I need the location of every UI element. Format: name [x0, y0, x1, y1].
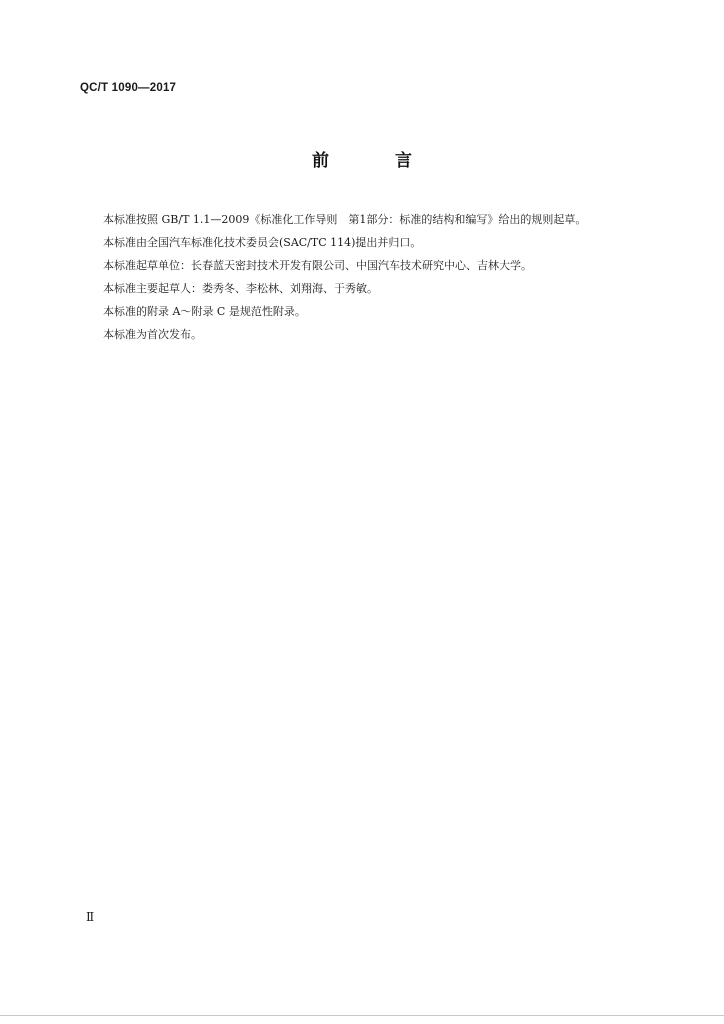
paragraph-appendices: 本标准的附录 A～附录 C 是规范性附录。 — [103, 305, 306, 318]
paragraph-drafting-rules: 本标准按照 GB/T 1.1—2009《标准化工作导则 第1部分：标准的结构和编写》给出的规则起草。 — [103, 213, 587, 226]
paragraph-drafting-units: 本标准起草单位：长春蓝天密封技术开发有限公司、中国汽车技术研究中心、吉林大学。 — [103, 259, 532, 272]
preface-title: 前 言 — [312, 151, 442, 171]
standard-number: QC/T 1090—2017 — [80, 82, 177, 94]
paragraph-drafters: 本标准主要起草人：娄秀冬、李松林、刘翔海、于秀敏。 — [103, 282, 378, 295]
paragraph-proposer: 本标准由全国汽车标准化技术委员会(SAC/TC 114)提出并归口。 — [103, 236, 422, 249]
paragraph-first-release: 本标准为首次发布。 — [103, 328, 202, 341]
bottom-rule — [0, 1015, 724, 1016]
page-number: Ⅱ — [86, 910, 95, 924]
preface-body — [81, 208, 641, 346]
